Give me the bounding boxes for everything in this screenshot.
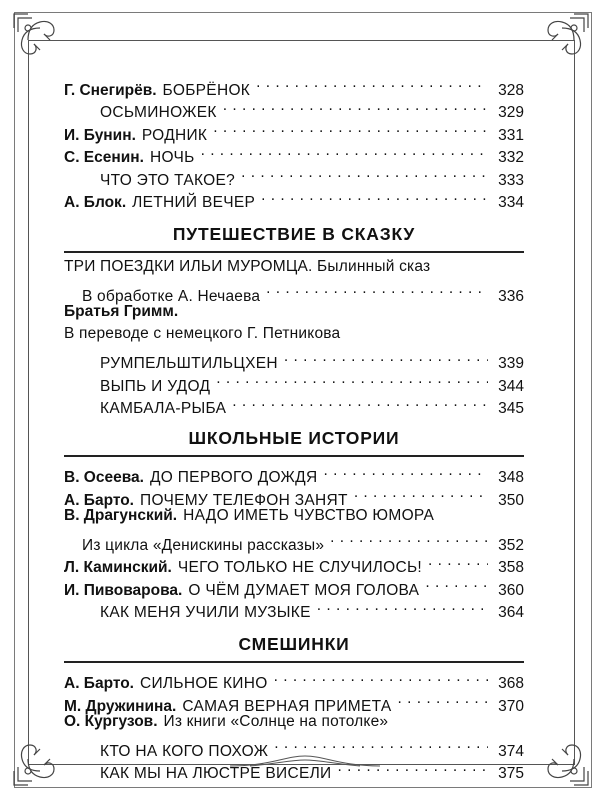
dot-leader bbox=[338, 756, 489, 779]
dot-leader bbox=[216, 368, 488, 391]
entry-author: С. Есенин. bbox=[64, 149, 144, 166]
entry-title: ЛЕТНИЙ ВЕЧЕР bbox=[132, 194, 256, 211]
toc-entry[interactable] bbox=[64, 323, 524, 346]
entry-page: 370 bbox=[498, 697, 524, 715]
entry-title: ПОЧЕМУ ТЕЛЕФОН ЗАНЯТ bbox=[140, 491, 348, 509]
entry-page: 331 bbox=[498, 126, 524, 144]
toc-entry[interactable] bbox=[64, 666, 524, 692]
entry-page: 345 bbox=[498, 400, 524, 417]
entry-subtitle: Из цикла «Денискины рассказы» bbox=[82, 536, 325, 554]
dot-leader bbox=[256, 72, 488, 95]
entry-title: ДО ПЕРВОГО ДОЖДЯ bbox=[149, 469, 318, 486]
entry-title: О ЧЁМ ДУМАЕТ МОЯ ГОЛОВА bbox=[188, 581, 420, 599]
section-heading: ШКОЛЬНЫЕ ИСТОРИИ bbox=[188, 428, 400, 448]
entry-title: НАДО ИМЕТЬ ЧУВСТВО ЮМОРА bbox=[183, 506, 435, 524]
entry-page: 360 bbox=[498, 581, 524, 599]
entry-title: КАМБАЛА-РЫБА bbox=[100, 400, 227, 417]
entry-page: 375 bbox=[498, 765, 524, 782]
entry-author: О. Кургузов. bbox=[64, 712, 158, 730]
toc-entry[interactable] bbox=[64, 733, 524, 760]
toc-entry[interactable] bbox=[64, 711, 524, 734]
entry-page: 336 bbox=[498, 287, 524, 305]
entry-author: А. Барто. bbox=[64, 675, 134, 692]
corner-ornament-icon bbox=[10, 10, 70, 70]
entry-subtitle: В обработке А. Нечаева bbox=[82, 287, 261, 305]
entry-subtitle: Из книги «Солнце на потолке» bbox=[163, 712, 389, 730]
entry-author: В. Драгунский. bbox=[64, 506, 178, 524]
entry-title: НОЧЬ bbox=[149, 149, 195, 166]
entry-page: 328 bbox=[498, 81, 524, 99]
entry-author: А. Барто. bbox=[64, 491, 134, 509]
entry-author: Г. Снегирёв. bbox=[64, 81, 157, 99]
entry-page: 332 bbox=[498, 149, 524, 166]
entry-title: КАК МЕНЯ УЧИЛИ МУЗЫКЕ bbox=[100, 604, 311, 621]
section-heading: ПУТЕШЕСТВИЕ В СКАЗКУ bbox=[172, 224, 416, 244]
entry-page: 368 bbox=[498, 675, 524, 692]
toc-entry[interactable] bbox=[64, 301, 524, 324]
entry-title: РУМПЕЛЬШТИЛЬЦХЕН bbox=[100, 355, 278, 372]
entry-author: И. Бунин. bbox=[64, 126, 136, 144]
entry-title: ОСЬМИНОЖЕК bbox=[100, 104, 217, 121]
toc-entry[interactable] bbox=[64, 346, 524, 372]
corner-ornament-icon bbox=[532, 10, 592, 70]
dot-leader bbox=[425, 572, 488, 595]
toc-entry[interactable] bbox=[64, 278, 524, 305]
dot-leader bbox=[274, 733, 488, 756]
entry-title: ЧЕГО ТОЛЬКО НЕ СЛУЧИЛОСЬ! bbox=[177, 559, 423, 576]
corner-ornament-icon bbox=[532, 729, 592, 789]
entry-title: БОБРЁНОК bbox=[162, 81, 251, 99]
corner-ornament-icon bbox=[10, 729, 70, 789]
dot-leader bbox=[266, 278, 488, 301]
entry-page: 333 bbox=[498, 171, 524, 189]
entry-title: ЧТО ЭТО ТАКОЕ? bbox=[100, 171, 236, 189]
entry-page: 364 bbox=[498, 604, 524, 621]
entry-subtitle: В переводе с немецкого Г. Петникова bbox=[64, 325, 341, 342]
dot-leader bbox=[241, 162, 488, 185]
entry-page: 344 bbox=[498, 377, 524, 395]
entry-title: РОДНИК bbox=[141, 126, 208, 144]
toc-entry[interactable] bbox=[64, 256, 524, 279]
toc-entry[interactable] bbox=[64, 527, 524, 554]
entry-author: А. Блок. bbox=[64, 194, 127, 211]
entry-author: Братья Гримм. bbox=[64, 302, 179, 320]
dot-leader bbox=[213, 117, 488, 140]
entry-author: М. Дружинина. bbox=[64, 697, 177, 715]
section-heading: СМЕШИНКИ bbox=[238, 634, 350, 654]
dot-leader bbox=[284, 346, 488, 369]
entry-author: Л. Каминский. bbox=[64, 559, 172, 576]
entry-title: ВЫПЬ И УДОД bbox=[100, 377, 211, 395]
entry-page: 334 bbox=[498, 194, 524, 211]
entry-page: 339 bbox=[498, 355, 524, 372]
entry-page: 348 bbox=[498, 469, 524, 486]
dot-leader bbox=[317, 595, 488, 618]
entry-page: 350 bbox=[498, 491, 524, 509]
entry-page: 374 bbox=[498, 742, 524, 760]
toc-entry[interactable] bbox=[64, 460, 524, 486]
entry-author: В. Осеева. bbox=[64, 469, 144, 486]
entry-title: КТО НА КОГО ПОХОЖ bbox=[100, 742, 269, 760]
dot-leader bbox=[323, 460, 488, 483]
dot-leader bbox=[232, 391, 488, 414]
table-of-contents bbox=[64, 72, 524, 782]
entry-title: ТРИ ПОЕЗДКИ ИЛЬИ МУРОМЦА. Былинный сказ bbox=[64, 257, 431, 275]
dot-leader bbox=[261, 185, 488, 208]
entry-page: 358 bbox=[498, 559, 524, 576]
entry-title: КАК МЫ НА ЛЮСТРЕ ВИСЕЛИ bbox=[100, 765, 332, 782]
dot-leader bbox=[354, 482, 488, 505]
dot-leader bbox=[398, 688, 489, 711]
entry-title: САМАЯ ВЕРНАЯ ПРИМЕТА bbox=[182, 697, 392, 715]
toc-entry[interactable] bbox=[64, 72, 524, 99]
dot-leader bbox=[223, 95, 488, 118]
entry-title: СИЛЬНОЕ КИНО bbox=[140, 675, 268, 692]
entry-page: 329 bbox=[498, 104, 524, 121]
dot-leader bbox=[274, 666, 488, 689]
entry-page: 352 bbox=[498, 536, 524, 554]
dot-leader bbox=[201, 140, 488, 163]
entry-author: И. Пивоварова. bbox=[64, 581, 183, 599]
dot-leader bbox=[330, 527, 488, 550]
toc-entry[interactable] bbox=[64, 505, 524, 528]
dot-leader bbox=[428, 550, 488, 573]
